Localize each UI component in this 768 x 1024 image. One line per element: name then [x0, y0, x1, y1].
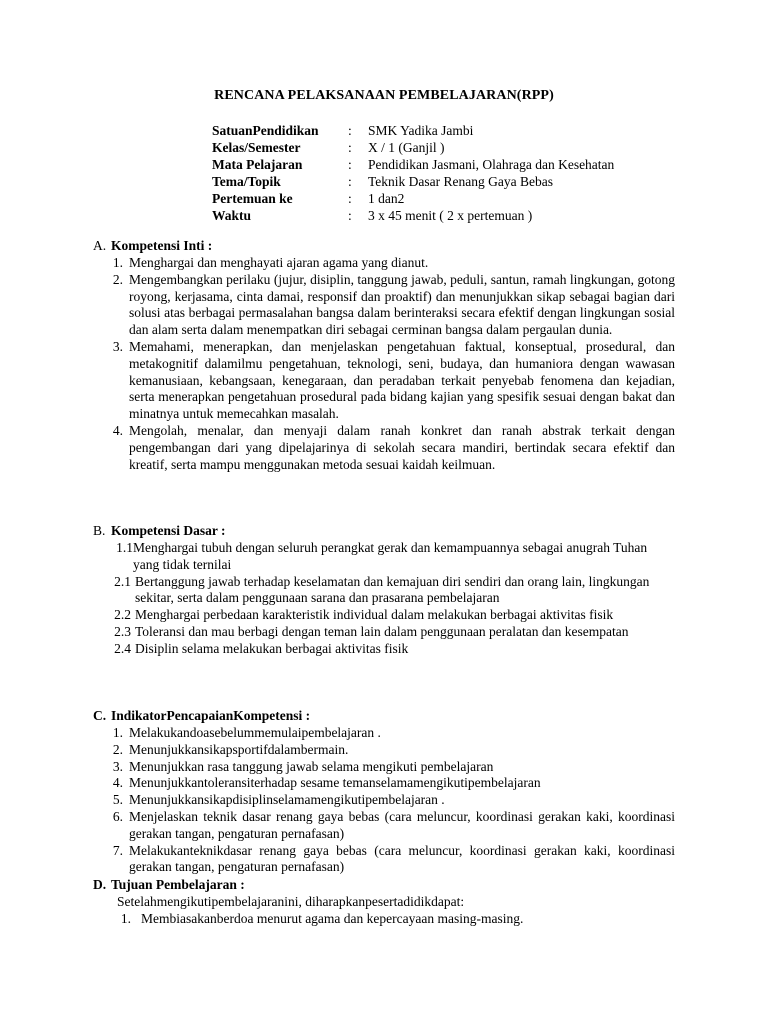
- item-text: Mengolah, menalar, dan menyaji dalam ranah konkret dan ranah abstrak terkait dengan pengembangan dari yang dipelajarinya di sekolah secara mandiri, bertindak secara efektif dan kreatif, serta mampu menggunakan metoda sesuai kaidah keilmuan.: [129, 422, 675, 472]
- item-text: Menghargai perbedaan karakteristik individual dalam melakukan berbagai aktivitas fisik: [135, 607, 614, 623]
- document-title: RENCANA PELAKSANAAN PEMBELAJARAN(RPP): [214, 88, 554, 103]
- item-text: Menunjukkansikapsportifdalambermain.: [129, 741, 349, 757]
- list-item: [93, 272, 675, 339]
- section-indikator: [93, 708, 675, 876]
- identity-table: [212, 122, 708, 224]
- item-number: 1.: [112, 255, 123, 270]
- identity-colon: :: [348, 157, 352, 172]
- identity-value: Teknik Dasar Renang Gaya Bebas: [368, 174, 553, 189]
- section-intro: Setelahmengikutipembelajaranini, diharapkanpesertadidikdapat:: [117, 894, 465, 909]
- list-item: [93, 423, 675, 473]
- section-title: Tujuan Pembelajaran :: [111, 877, 245, 892]
- item-text: Membiasakanberdoa menurut agama dan kepercayaan masing-masing.: [141, 910, 524, 926]
- item-number: 6.: [112, 808, 123, 824]
- list-item: [93, 540, 675, 574]
- identity-row: [212, 173, 708, 190]
- list-item: [93, 607, 675, 624]
- item-text: Menunjukkantoleransiterhadap sesame temanselamamengikutipembelajaran: [129, 775, 541, 791]
- identity-value: SMK Yadika Jambi: [368, 123, 474, 138]
- list-item: [93, 742, 675, 759]
- identity-label: Tema/Topik: [212, 174, 281, 189]
- item-text: Menunjukkansikapdisiplinselamamengikutipembelajaran .: [129, 792, 445, 808]
- item-number: 2.3: [114, 623, 131, 639]
- list-item: [93, 809, 675, 843]
- identity-colon: :: [348, 140, 352, 155]
- identity-colon: :: [348, 174, 352, 189]
- item-text: Melakukandoasebelummemulaipembelajaran .: [129, 725, 381, 740]
- item-text: Disiplin selama melakukan berbagai aktivitas fisik: [135, 640, 409, 656]
- item-number: 3.: [112, 338, 123, 354]
- section-heading: [93, 238, 675, 255]
- item-text: Menunjukkan rasa tanggung jawab selama mengikuti pembelajaran: [129, 758, 494, 774]
- item-text: Melakukanteknikdasar renang gaya bebas (cara meluncur, koordinasi gerakan kaki, koordinasi gerakan tangan, pengaturan pernafasan): [129, 842, 675, 875]
- item-number: 3.: [112, 758, 123, 774]
- item-text: Mengembangkan perilaku (jujur, disiplin, tanggung jawab, peduli, santun, ramah lingkungan, gotong royong, kerjasama, cinta damai, responsif dan proaktif) dan menunjukkan sikap sebagai bagian dari solusi atas berbagai permasalahan bangsa dalam berinteraksi secara efektif dengan lingkungan sosial dan alam serta dalam menempatkan diri sebagai cerminan bangsa dalam pergaulan dunia.: [129, 271, 675, 338]
- identity-colon: :: [348, 191, 352, 206]
- section-letter: C.: [93, 708, 107, 723]
- identity-label: Pertemuan ke: [212, 191, 293, 206]
- item-text: Memahami, menerapkan, dan menjelaskan pengetahuan faktual, konseptual, prosedural, dan metakognitif dalamilmu pengetahuan, teknologi, seni, budaya, dan humaniora dengan wawasan kemanusiaan, kebangsaan, kenegaraan, dan peradaban terkait penyebab fenomena dan kejadian, serta menerapkan pengetahuan prosedural pada bidang kajian yang spesifik sesuai dengan bakat dan minatnya untuk memecahkan masalah.: [129, 338, 675, 422]
- identity-row: [212, 139, 708, 156]
- list-item: [93, 792, 675, 809]
- section-heading: [93, 523, 675, 540]
- item-text: Menjelaskan teknik dasar renang gaya bebas (cara meluncur, koordinasi gerakan kaki, koordinasi gerakan tangan, pengaturan pernafasan): [129, 808, 675, 841]
- item-number: 1.: [120, 910, 131, 926]
- item-number: 5.: [112, 792, 123, 808]
- identity-value: Pendidikan Jasmani, Olahraga dan Kesehatan: [368, 157, 615, 172]
- item-text: Menghargai tubuh dengan seluruh perangkat gerak dan kemampuannya sebagai anugrah Tuhan yang tidak ternilai: [133, 540, 648, 572]
- identity-value: 1 dan2: [368, 191, 405, 206]
- item-text: Menghargai dan menghayati ajaran agama yang dianut.: [129, 255, 429, 270]
- list-item: [93, 255, 675, 272]
- identity-label: SatuanPendidikan: [212, 123, 319, 138]
- section-kompetensi-inti: [93, 238, 675, 473]
- identity-colon: :: [348, 123, 352, 138]
- identity-label: Waktu: [212, 208, 252, 223]
- item-number: 2.: [112, 271, 123, 287]
- list-item: [93, 574, 675, 608]
- section-title: IndikatorPencapaianKompetensi :: [111, 708, 311, 723]
- section-heading: [93, 877, 675, 894]
- identity-value: 3 x 45 menit ( 2 x pertemuan ): [368, 208, 533, 223]
- item-number: 7.: [112, 842, 123, 858]
- list-item: [93, 641, 675, 658]
- list-item: [93, 911, 675, 928]
- identity-colon: :: [348, 208, 352, 223]
- item-number: 2.1: [114, 573, 131, 589]
- list-item: [93, 725, 675, 742]
- item-number: 2.: [112, 741, 123, 757]
- list-item: [93, 775, 675, 792]
- item-number: 4.: [112, 422, 123, 438]
- list-item: [93, 624, 675, 641]
- section-heading: [93, 708, 675, 725]
- section-kompetensi-dasar: [93, 523, 675, 658]
- item-number: 1.: [112, 725, 123, 740]
- identity-label: Kelas/Semester: [212, 140, 301, 155]
- section-letter: D.: [93, 877, 107, 892]
- item-number: 2.4: [114, 640, 131, 656]
- section-letter: A.: [93, 238, 107, 253]
- list-item: [93, 843, 675, 877]
- item-number: 2.2: [114, 607, 131, 623]
- identity-row: [212, 156, 708, 173]
- identity-row: [212, 190, 708, 207]
- section-title: Kompetensi Inti :: [111, 238, 213, 253]
- section-title: Kompetensi Dasar :: [111, 523, 226, 538]
- item-number: 1.1: [116, 540, 133, 555]
- item-text: Bertanggung jawab terhadap keselamatan dan kemajuan diri sendiri dan orang lain, lingkungan sekitar, serta dalam penggunaan sarana dan prasarana pembelajaran: [135, 573, 650, 606]
- identity-row: [212, 122, 708, 139]
- item-text: Toleransi dan mau berbagi dengan teman lain dalam penggunaan peralatan dan kesempatan: [135, 623, 629, 639]
- item-number: 4.: [112, 775, 123, 791]
- list-item: [93, 759, 675, 776]
- list-item: [93, 339, 675, 423]
- identity-row: [212, 207, 708, 224]
- section-tujuan: [93, 877, 675, 928]
- identity-label: Mata Pelajaran: [212, 157, 303, 172]
- section-letter: B.: [93, 523, 106, 538]
- identity-value: X / 1 (Ganjil ): [368, 140, 445, 155]
